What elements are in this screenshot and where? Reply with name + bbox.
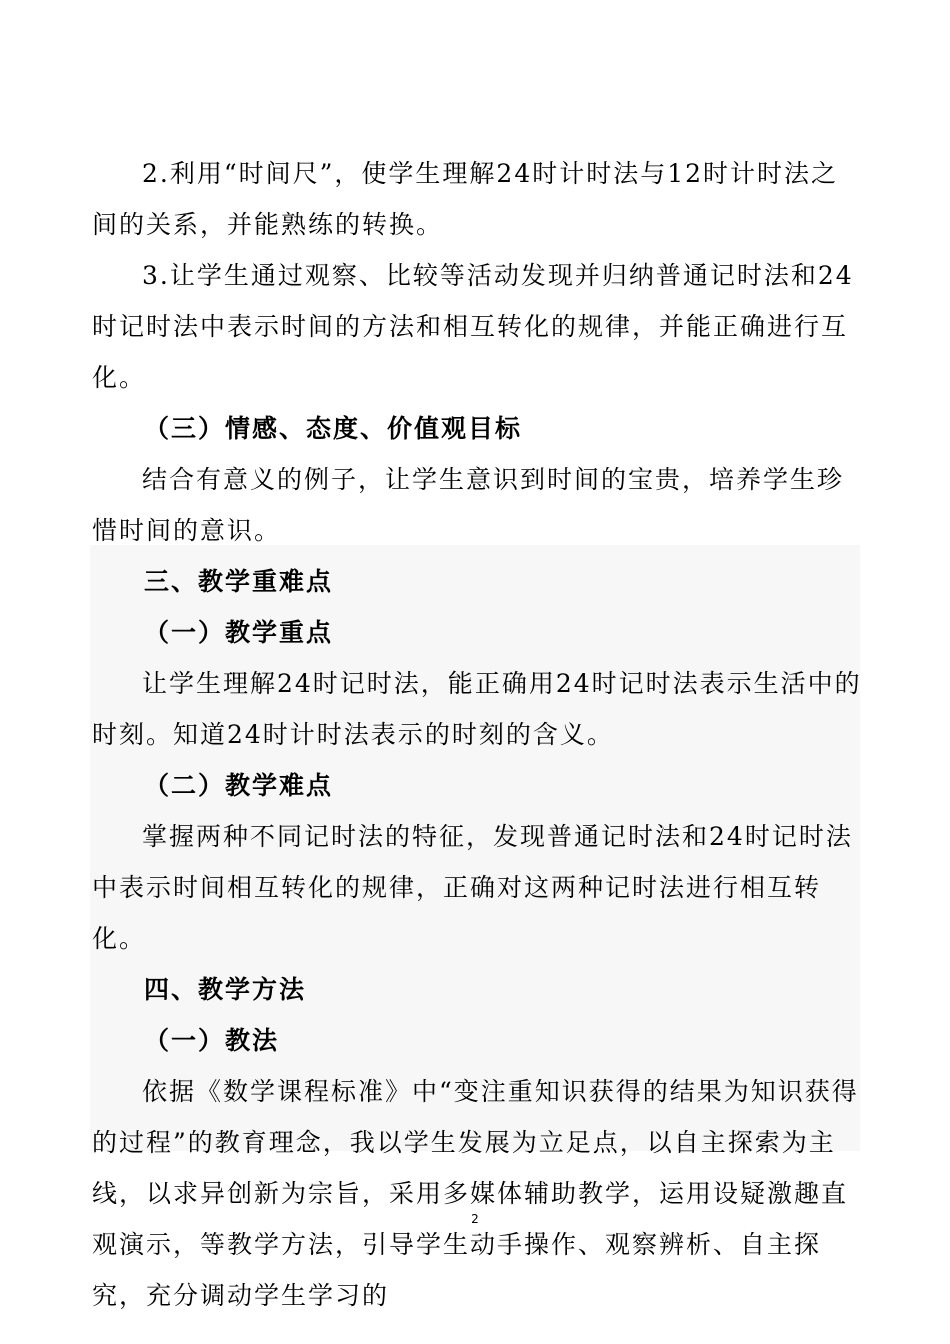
- paragraph-objective-2: 2.利用“时间尺”，使学生理解24时计时法与12时计时法之间的关系，并能熟练的转换。: [92, 159, 839, 239]
- document-body: [92, 148, 862, 1321]
- page-number: 2: [471, 1212, 479, 1226]
- paragraph-teaching-approach: 依据《数学课程标准》中“变注重知识获得的结果为知识获得的过程”的教育理念，我以学生发展为立足点，以自主探索为主线，以求异创新为宗旨，采用多媒体辅助教学，运用设疑激趣直观演示，等教学方法，引导学生动手操作、观察辨析、自主探究，充分调动学生学习的: [92, 1077, 859, 1310]
- heading-teaching-approach: （一）教法: [144, 1026, 280, 1055]
- heading-key-difficult-points: 三、教学重难点: [144, 567, 334, 596]
- paragraph-emotion-goals: 结合有意义的例子，让学生意识到时间的宝贵，培养学生珍惜时间的意识。: [92, 465, 845, 545]
- heading-key-points: （一）教学重点: [144, 618, 334, 647]
- paragraph-difficult-points: 掌握两种不同记时法的特征，发现普通记时法和24时记时法中表示时间相互转化的规律，正确对这两种记时法进行相互转化。: [92, 822, 853, 953]
- heading-emotion-goals: （三）情感、态度、价值观目标: [144, 414, 523, 443]
- paragraph-objective-3: 3.让学生通过观察、比较等活动发现并归纳普通记时法和24时记时法中表示时间的方法和相互转化的规律，并能正确进行互化。: [92, 261, 854, 392]
- heading-teaching-methods: 四、教学方法: [144, 975, 307, 1004]
- paragraph-key-points: 让学生理解24时记时法，能正确用24时记时法表示生活中的时刻。知道24时计时法表示的时刻的含义。: [92, 669, 862, 749]
- heading-difficult-points: （二）教学难点: [144, 771, 334, 800]
